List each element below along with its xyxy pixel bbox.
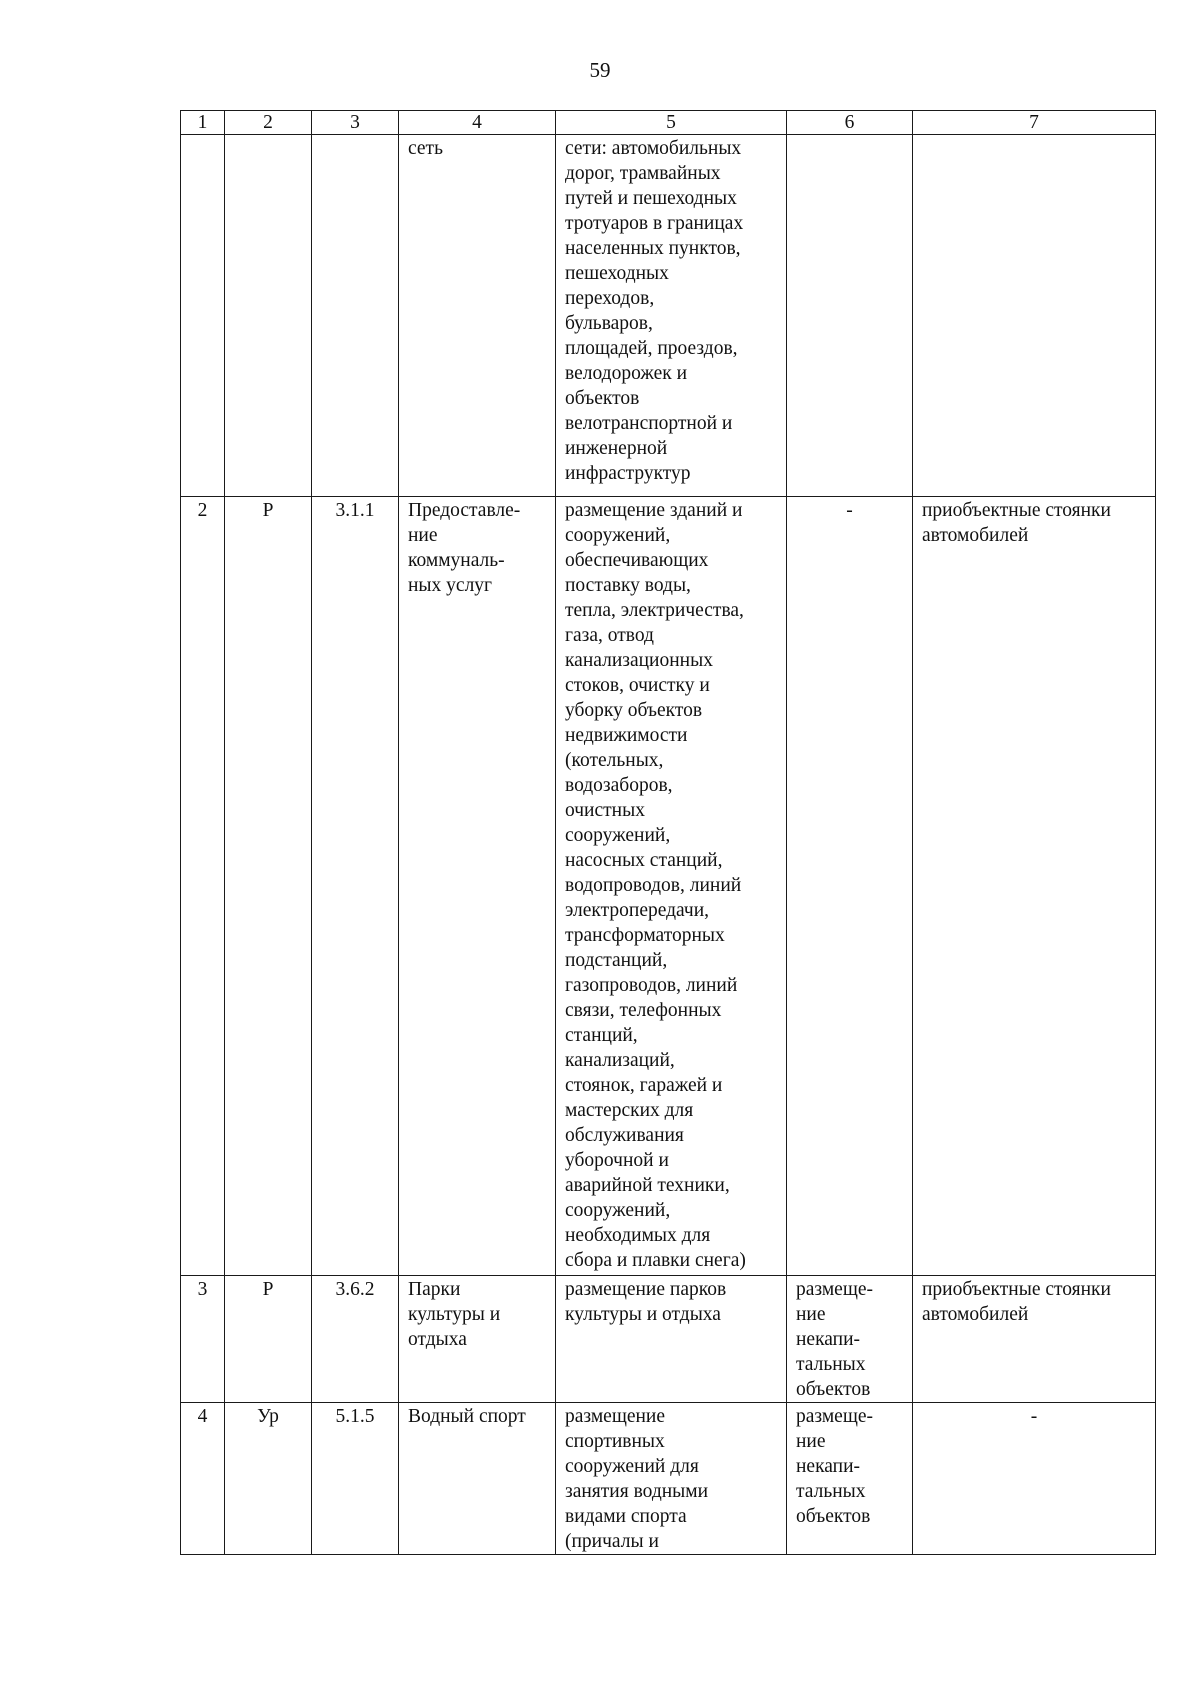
cell-line: видами спорта (565, 1506, 687, 1527)
cell-line: трансформаторных (565, 925, 725, 946)
cell-line: приобъектные стоянки (922, 1279, 1111, 1300)
notes-cell (913, 135, 1156, 497)
table-row (181, 1276, 1156, 1403)
zone-code-cell: Ур (225, 1403, 312, 1555)
cell-line: размеще- (796, 1279, 873, 1300)
use-description-cell (556, 135, 787, 497)
header-cell: 7 (913, 111, 1156, 135)
cell-line: очистных (565, 800, 645, 821)
cell-line: инфраструктур (565, 463, 691, 484)
header-cell: 6 (787, 111, 913, 135)
cell-line: уборочной и (565, 1150, 669, 1171)
cell-line: водопроводов, линий (565, 875, 742, 896)
zoning-table (180, 110, 1156, 1555)
cell-line: сооружений, (565, 525, 671, 546)
cell-line: населенных пунктов, (565, 238, 741, 259)
cell-line: ние (796, 1431, 826, 1452)
header-cell: 3 (312, 111, 399, 135)
cell-line: размеще- (796, 1406, 873, 1427)
use-name-cell (399, 135, 556, 497)
cell-line: сбора и плавки снега) (565, 1250, 746, 1271)
cell-line: сооружений для (565, 1456, 699, 1477)
auxiliary-use-cell (787, 497, 913, 1276)
cell-line: дорог, трамвайных (565, 163, 721, 184)
cell-line: - (846, 500, 853, 521)
cell-line: спортивных (565, 1431, 665, 1452)
cell-line: тальных (796, 1481, 866, 1502)
use-name-cell (399, 497, 556, 1276)
zone-code-cell: Р (225, 497, 312, 1276)
row-number-cell: 2 (181, 497, 225, 1276)
cell-line: бульваров, (565, 313, 653, 334)
cell-line: культуры и (408, 1304, 501, 1325)
use-description-cell (556, 1403, 787, 1555)
auxiliary-use-cell (787, 135, 913, 497)
cell-line: аварийной техники, (565, 1175, 730, 1196)
cell-line: Водный спорт (408, 1406, 526, 1427)
cell-line: коммуналь- (408, 550, 505, 571)
cell-line: сеть (408, 138, 443, 159)
cell-line: размещение парков (565, 1279, 727, 1300)
use-name-cell (399, 1276, 556, 1403)
cell-line: некапи- (796, 1456, 861, 1477)
cell-line: автомобилей (922, 1304, 1029, 1325)
cell-line: сети: автомобильных (565, 138, 742, 159)
cell-line: тротуаров в границах (565, 213, 744, 234)
cell-line: инженерной (565, 438, 668, 459)
cell-line: необходимых для (565, 1225, 711, 1246)
use-description-cell (556, 1276, 787, 1403)
cell-line: Парки (408, 1279, 461, 1300)
page-number: 59 (589, 58, 611, 82)
cell-line: стоянок, гаражей и (565, 1075, 723, 1096)
cell-line: некапи- (796, 1329, 861, 1350)
notes-cell (913, 497, 1156, 1276)
cell-line: объектов (796, 1379, 871, 1400)
use-description-cell (556, 497, 787, 1276)
cell-line: канализаций, (565, 1050, 675, 1071)
header-cell: 2 (225, 111, 312, 135)
header-row (181, 111, 1156, 135)
cell-line: размещение (565, 1406, 666, 1427)
header-cell: 1 (181, 111, 225, 135)
cell-line: объектов (565, 388, 640, 409)
cell-line: культуры и отдыха (565, 1304, 721, 1325)
use-code-cell: 3.6.2 (312, 1276, 399, 1403)
cell-line: пешеходных (565, 263, 669, 284)
cell-line: тепла, электричества, (565, 600, 744, 621)
use-code-cell: 5.1.5 (312, 1403, 399, 1555)
cell-line: Предоставле- (408, 500, 521, 521)
use-code-cell (312, 135, 399, 497)
zone-code-cell (225, 135, 312, 497)
row-number-cell (181, 135, 225, 497)
cell-line: связи, телефонных (565, 1000, 722, 1021)
row-number-cell: 3 (181, 1276, 225, 1403)
cell-line: мастерских для (565, 1100, 694, 1121)
cell-line: сооружений, (565, 825, 671, 846)
cell-line: обеспечивающих (565, 550, 709, 571)
cell-line: газопроводов, линий (565, 975, 738, 996)
use-name-cell (399, 1403, 556, 1555)
cell-line: подстанций, (565, 950, 668, 971)
cell-line: ние (796, 1304, 826, 1325)
cell-line: (причалы и (565, 1531, 659, 1552)
cell-line: велодорожек и (565, 363, 688, 384)
table-row (181, 135, 1156, 497)
cell-line: ние (408, 525, 438, 546)
cell-line: обслуживания (565, 1125, 684, 1146)
header-cell: 4 (399, 111, 556, 135)
cell-line: канализационных (565, 650, 713, 671)
zone-code-cell: Р (225, 1276, 312, 1403)
cell-line: поставку воды, (565, 575, 691, 596)
auxiliary-use-cell (787, 1403, 913, 1555)
cell-line: уборку объектов (565, 700, 703, 721)
header-cell: 5 (556, 111, 787, 135)
cell-line: велотранспортной и (565, 413, 733, 434)
notes-cell (913, 1403, 1156, 1555)
cell-line: автомобилей (922, 525, 1029, 546)
row-number-cell: 4 (181, 1403, 225, 1555)
cell-line: недвижимости (565, 725, 688, 746)
cell-line: отдыха (408, 1329, 467, 1350)
cell-line: (котельных, (565, 750, 664, 771)
cell-line: насосных станций, (565, 850, 723, 871)
cell-line: путей и пешеходных (565, 188, 737, 209)
cell-line: приобъектные стоянки (922, 500, 1111, 521)
cell-line: стоков, очистку и (565, 675, 710, 696)
table-row (181, 1403, 1156, 1555)
cell-line: станций, (565, 1025, 638, 1046)
cell-line: электропередачи, (565, 900, 710, 921)
use-code-cell: 3.1.1 (312, 497, 399, 1276)
table-row (181, 497, 1156, 1276)
cell-line: водозаборов, (565, 775, 673, 796)
cell-line: площадей, проездов, (565, 338, 738, 359)
cell-line: сооружений, (565, 1200, 671, 1221)
notes-cell (913, 1276, 1156, 1403)
cell-line: переходов, (565, 288, 655, 309)
cell-line: - (1030, 1406, 1038, 1427)
cell-line: объектов (796, 1506, 871, 1527)
cell-line: тальных (796, 1354, 866, 1375)
cell-line: газа, отвод (565, 625, 654, 646)
cell-line: размещение зданий и (565, 500, 743, 521)
auxiliary-use-cell (787, 1276, 913, 1403)
cell-line: занятия водными (565, 1481, 709, 1502)
cell-line: ных услуг (408, 575, 493, 596)
